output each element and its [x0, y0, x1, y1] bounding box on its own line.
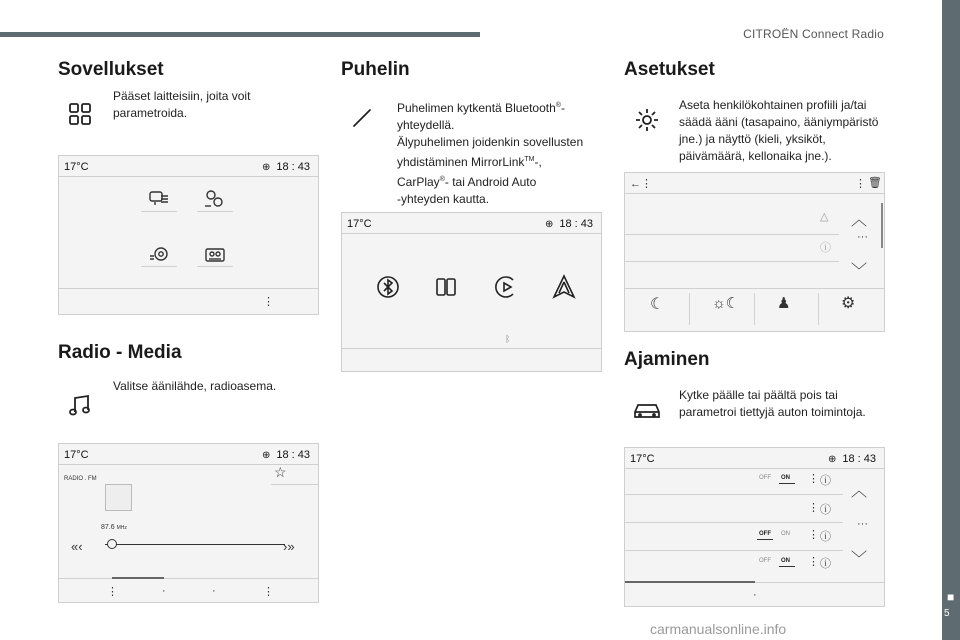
active-tab-indicator — [112, 577, 164, 579]
phone-screen — [341, 212, 602, 372]
menu-icon[interactable]: ⋮ — [808, 529, 819, 541]
section-title-puhelin: Puhelin — [341, 59, 410, 80]
page-edge-strip — [942, 0, 960, 640]
desc-radio-media: Valitse äänilähde, radioasema. — [113, 379, 277, 393]
night-mode-icon[interactable]: ☾ — [650, 296, 665, 313]
android-auto-icon[interactable] — [550, 273, 578, 306]
apps-grid-icon — [68, 102, 92, 126]
nav-dot[interactable]: · — [753, 589, 757, 601]
section-title-ajaminen: Ajaminen — [624, 349, 710, 370]
system-settings-icon[interactable]: ⚙ — [841, 295, 856, 312]
apps-screen — [58, 155, 319, 315]
watermark-text: carmanualsonline.info — [650, 621, 787, 637]
back-arrow-icon[interactable]: ←⋮ — [630, 178, 652, 190]
clock: ⊕ 18 : 43 — [262, 449, 310, 461]
toggle-off[interactable]: OFF ON — [755, 530, 795, 540]
carplay-icon[interactable] — [492, 273, 520, 306]
profile-icon[interactable]: ♟ — [777, 295, 791, 312]
status-bar — [59, 156, 318, 176]
more-options-icon[interactable]: ⋮ — [263, 586, 274, 598]
temperature: 17°C — [630, 453, 655, 465]
status-bar — [59, 444, 318, 464]
phone-handset-icon — [350, 106, 374, 130]
page-number: 5 — [944, 608, 950, 619]
scroll-down-icon[interactable]: ﹀ — [851, 551, 868, 568]
menu-icon[interactable]: ⋮ — [808, 502, 819, 514]
desc-asetukset: Aseta henkilökohtainen profiili ja/tai säädä ääni (tasapaino, ääniympäristö jne.) ja näyttö (kieli, yksiköt, päivämäärä, kellonaika jne.). — [679, 98, 879, 163]
bluetooth-icon: ᛒ — [505, 334, 511, 344]
settings-cog-icon — [634, 107, 660, 133]
seek-back-icon[interactable]: «‹ — [71, 539, 83, 554]
radio-screen — [58, 443, 319, 603]
music-note-icon — [68, 394, 92, 416]
menu-icon[interactable]: ⋮ — [808, 473, 819, 485]
warning-icon: △ — [820, 211, 829, 223]
menu-icon[interactable]: ⋮ — [855, 178, 866, 190]
nav-dot[interactable]: · — [212, 585, 216, 597]
bluetooth-phone-icon[interactable] — [374, 273, 402, 306]
section-title-radio-media: Radio - Media — [58, 342, 182, 363]
clock: ⊕ 18 : 43 — [262, 161, 310, 173]
temperature: 17°C — [347, 218, 372, 230]
scroll-down-icon[interactable]: ﹀ — [851, 263, 868, 280]
manual-title: CITROËN Connect Radio — [743, 27, 884, 41]
section-title-asetukset: Asetukset — [624, 59, 715, 80]
frequency-slider[interactable] — [105, 544, 285, 545]
car-icon — [632, 398, 662, 420]
toggle-on[interactable]: OFF ON — [755, 557, 795, 567]
menu-icon[interactable]: ⋮ — [808, 556, 819, 568]
desc-sovellukset: Pääset laitteisiin, joita voit parametroida. — [113, 89, 251, 120]
favorite-star-icon[interactable]: ☆ — [274, 464, 287, 480]
media-menu-icon[interactable]: ⋮ — [107, 586, 118, 598]
info-icon[interactable]: ⓘ — [820, 475, 831, 487]
toggle-on[interactable]: OFF ON — [755, 474, 795, 484]
nav-dot[interactable]: · — [162, 585, 166, 597]
scrollbar[interactable] — [881, 203, 883, 248]
section-title-sovellukset: Sovellukset — [58, 59, 164, 80]
trash-icon[interactable]: 🗑 — [868, 177, 882, 189]
desc-puhelin: Puhelimen kytkentä Bluetooth®- yhteydellä. Älypuhelimen joidenkin sovellusten yhdistäminen MirrorLink™-, CarPlay®- tai Android Auto -yhteyden kautta. — [397, 101, 584, 206]
temperature: 17°C — [64, 449, 89, 461]
seek-forward-icon[interactable]: ›» — [283, 539, 295, 554]
active-tab-indicator — [625, 581, 755, 583]
scroll-up-icon[interactable]: ︿ — [851, 483, 868, 500]
station-artwork — [105, 484, 132, 511]
more-icon[interactable]: ··· — [857, 231, 868, 243]
more-options-icon[interactable]: ⋮ — [263, 296, 274, 308]
info-icon[interactable]: ⓘ — [820, 531, 831, 543]
clock: ⊕ 18 : 43 — [545, 218, 593, 230]
more-icon[interactable]: ··· — [857, 518, 868, 530]
radio-band: RADIO . FM — [64, 476, 97, 482]
page-marker-icon: ■ — [947, 590, 955, 604]
mirrorlink-icon[interactable] — [432, 273, 460, 306]
day-night-icon[interactable]: ☼☾ — [712, 295, 740, 312]
frequency-readout: 87.6 MHz — [101, 524, 127, 531]
info-icon: ⓘ — [820, 242, 831, 254]
info-icon[interactable]: ⓘ — [820, 558, 831, 570]
desc-ajaminen: Kytke päälle tai päältä pois tai parametroi tiettyjä auton toimintoja. — [679, 388, 866, 419]
frequency-slider-handle[interactable] — [107, 539, 117, 549]
info-icon[interactable]: ⓘ — [820, 504, 831, 516]
header-bar — [0, 32, 480, 37]
settings-screen — [624, 172, 885, 332]
clock: ⊕ 18 : 43 — [828, 453, 876, 465]
status-bar — [625, 448, 884, 468]
scroll-up-icon[interactable]: ︿ — [851, 212, 868, 229]
driving-screen — [624, 447, 885, 607]
status-bar — [342, 213, 601, 233]
temperature: 17°C — [64, 161, 89, 173]
